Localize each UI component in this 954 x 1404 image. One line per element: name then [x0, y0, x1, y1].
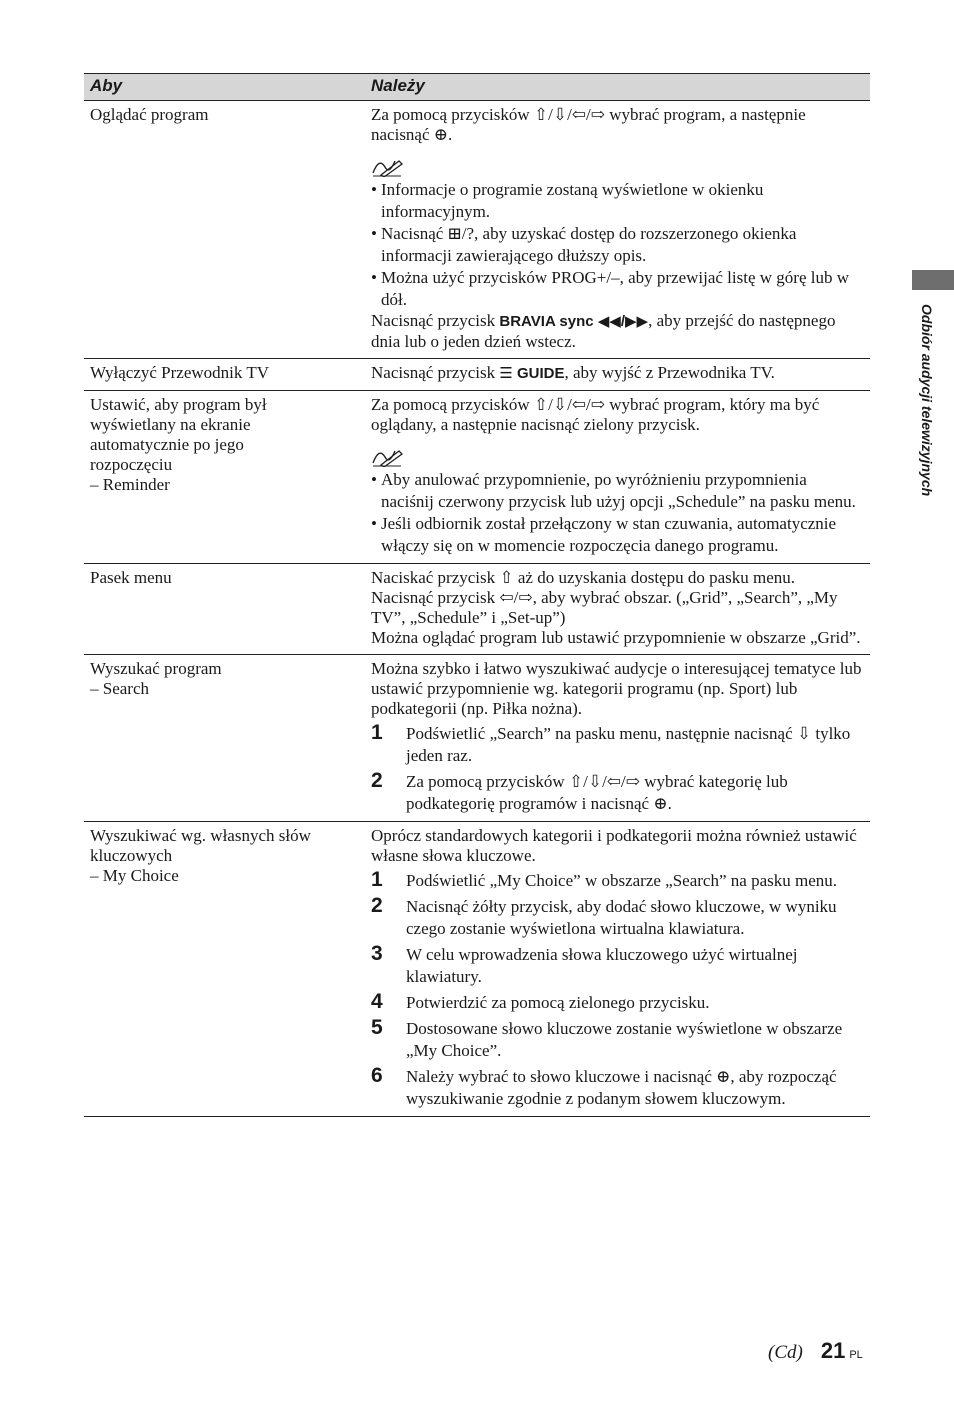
row-action-line: Wyszukać program — [90, 659, 222, 678]
step-item — [371, 870, 862, 892]
row-action-line: Pasek menu — [90, 568, 172, 587]
note-item: • Informacje o programie zostaną wyświetlone w okienku informacyjnym. — [371, 179, 862, 223]
step-item — [371, 992, 862, 1014]
step-text: Potwierdzić za pomocą zielonego przycisku. — [406, 993, 710, 1012]
step-text: Dostosowane słowo kluczowe zostanie wyświetlone w obszarze „My Choice”. — [406, 1019, 843, 1060]
step-list — [371, 870, 862, 1110]
continued-label: (Cd) — [768, 1342, 803, 1363]
bravia-sync-label: BRAVIA sync ◀◀/▶▶ — [499, 313, 649, 330]
row-instructions — [365, 564, 870, 654]
row-instructions — [365, 359, 870, 390]
row-instructions — [365, 101, 870, 358]
step-text: Nacisnąć żółty przycisk, aby dodać słowo kluczowe, w wyniku czego zostanie wyświetlona wirtualna klawiatura. — [406, 897, 837, 938]
step-item — [371, 944, 862, 988]
row-paragraph: Nacisnąć przycisk ⇦/⇨, aby wybrać obszar. („Grid”, „Search”, „My TV”, „Schedule” i „Set-up”) — [371, 588, 838, 627]
step-text: Podświetlić „My Choice” w obszarze „Search” na pasku menu. — [406, 871, 837, 890]
step-item — [371, 1066, 862, 1110]
note-item: • Aby anulować przypomnienie, po wyróżnieniu przypomnienia naciśnij czerwony przycisk lub użyj opcji „Schedule” na pasku menu. — [371, 469, 862, 513]
row-after-text — [371, 311, 862, 352]
step-text: Należy wybrać to słowo kluczowe i nacisnąć ⊕, aby rozpocząć wyszukiwanie zgodnie z podanym słowem kluczowym. — [406, 1067, 837, 1108]
row-instructions — [365, 655, 870, 821]
text-post: , aby wyjść z Przewodnika TV. — [564, 363, 775, 382]
step-number: 2 — [371, 769, 383, 792]
row-intro: Za pomocą przycisków ⇧/⇩/⇦/⇨ wybrać program, który ma być oglądany, a następnie nacisnąć zielony przycisk. — [371, 395, 820, 434]
text-pre: Nacisnąć przycisk — [371, 363, 500, 382]
step-text: Za pomocą przycisków ⇧/⇩/⇦/⇨ wybrać kategorię lub podkategorię programów i nacisnąć ⊕. — [406, 772, 788, 813]
step-text: Podświetlić „Search” na pasku menu, następnie nacisnąć ⇩ tylko jeden raz. — [406, 724, 851, 765]
guide-label: ☰ GUIDE — [499, 365, 565, 382]
note-list — [371, 469, 862, 557]
row-paragraph: Można oglądać program lub ustawić przypomnienie w obszarze „Grid”. — [371, 628, 861, 647]
row-action — [84, 101, 365, 358]
after-post: , aby przejść do następnego dnia lub o jeden dzień wstecz. — [371, 311, 836, 351]
row-action-line: automatycznie po jego — [90, 435, 244, 454]
step-number: 1 — [371, 868, 383, 891]
step-item — [371, 771, 862, 815]
row-action-line: Ustawić, aby program był — [90, 395, 267, 414]
step-item — [371, 1018, 862, 1062]
row-paragraph: Naciskać przycisk ⇧ aż do uzyskania dostępu do pasku menu. — [371, 568, 796, 587]
step-number: 2 — [371, 894, 383, 917]
note-item: • Nacisnąć ⊞/?, aby uzyskać dostęp do rozszerzonego okienka informacji zawierającego dłuższy opis. — [371, 223, 862, 267]
page-footer — [768, 1338, 863, 1364]
row-action-line: – Search — [90, 679, 150, 698]
step-item — [371, 896, 862, 940]
page-number: 21 — [820, 1338, 846, 1363]
row-text — [371, 363, 862, 384]
row-action-line: wyświetlany na ekranie — [90, 415, 251, 434]
row-intro: Można szybko i łatwo wyszukiwać audycje o interesującej tematyce lub ustawić przypomnienie wg. kategorii programu (np. Sport) lub podkategorii (np. Piłka nożna). — [371, 659, 862, 718]
row-instructions — [365, 391, 870, 563]
header-aby: Aby — [90, 76, 123, 95]
table-row — [84, 359, 870, 391]
row-action — [84, 359, 365, 390]
row-intro: Oprócz standardowych kategorii i podkategorii można również ustawić własne słowa kluczowe. — [371, 826, 857, 865]
step-list — [371, 723, 862, 815]
row-action-line: Oglądać program — [90, 105, 209, 124]
step-text: W celu wprowadzenia słowa kluczowego użyć wirtualnej klawiatury. — [406, 945, 798, 986]
row-action — [84, 822, 365, 1116]
row-action — [84, 391, 365, 563]
row-action-line: rozpoczęciu — [90, 455, 173, 474]
header-nalezy: Należy — [371, 76, 425, 95]
note-pencil-icon — [371, 155, 862, 177]
table-row — [84, 564, 870, 655]
row-intro: Za pomocą przycisków ⇧/⇩/⇦/⇨ wybrać program, a następnie nacisnąć ⊕. — [371, 105, 806, 144]
step-number: 5 — [371, 1016, 383, 1039]
language-code: PL — [849, 1349, 863, 1361]
row-action-line: – Reminder — [90, 475, 170, 494]
note-list — [371, 179, 862, 311]
note-item: • Można użyć przycisków PROG+/–, aby przewijać listę w górę lub w dół. — [371, 267, 862, 311]
table-row — [84, 655, 870, 822]
after-pre: Nacisnąć przycisk — [371, 311, 500, 330]
row-action-line: Wyszukiwać wg. własnych słów — [90, 826, 311, 845]
row-action-line: – My Choice — [90, 866, 179, 885]
note-item: • Jeśli odbiornik został przełączony w stan czuwania, automatycznie włączy się on w momencie rozpoczęcia danego programu. — [371, 513, 862, 557]
row-action-line: kluczowych — [90, 846, 173, 865]
step-number: 6 — [371, 1064, 383, 1087]
row-action — [84, 655, 365, 821]
step-number: 3 — [371, 942, 383, 965]
table-row — [84, 101, 870, 359]
table-header — [84, 74, 870, 101]
row-action — [84, 564, 365, 654]
step-number: 1 — [371, 721, 383, 744]
table-row — [84, 822, 870, 1116]
instruction-table — [84, 73, 870, 1117]
table-row — [84, 391, 870, 564]
section-tab-marker — [912, 270, 954, 290]
note-pencil-icon — [371, 445, 862, 467]
step-number: 4 — [371, 990, 383, 1013]
row-action-line: Wyłączyć Przewodnik TV — [90, 363, 269, 382]
step-item — [371, 723, 862, 767]
row-instructions — [365, 822, 870, 1116]
section-side-label: Odbiór audycji telewizyjnych — [919, 304, 935, 497]
